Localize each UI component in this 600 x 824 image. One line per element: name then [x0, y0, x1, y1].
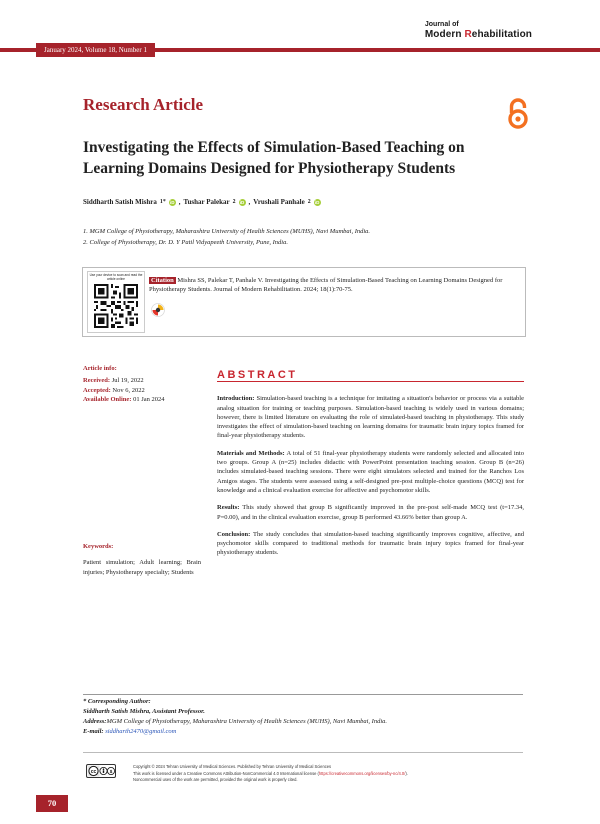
- orcid-icon[interactable]: iD: [239, 199, 245, 205]
- citation-body: Mishra SS, Palekar T, Panhale V. Investigating the Effects of Simulation-Based Teaching on Learning Domains Designed for Physiotherapy Students. Journal of Modern Rehabilitation. 2024; 18(1):70-75.: [149, 277, 503, 293]
- corresponding-address: Address:MGM College of Physiotherapy, Maharashtra University of Health Sciences (MUHS), Navi Mumbai, India.: [83, 718, 388, 725]
- divider: [83, 694, 523, 695]
- corresponding-heading: * Corresponding Author:: [83, 698, 151, 705]
- author-name: Siddharth Satish Mishra: [83, 198, 157, 206]
- online-row: Available Online: 01 Jan 2024: [83, 396, 165, 403]
- corresponding-email: E-mail: siddharth2470@gmail.com: [83, 728, 177, 735]
- orcid-icon[interactable]: iD: [170, 199, 175, 205]
- accepted-row: Accepted: Nov 6, 2022: [83, 386, 145, 394]
- license-line-2: This work is licensed under a Creative Commons Attribution-NonCommercial 4.0 International license (https://creativecommons.org/licenses/by-nc/4.0/).: [133, 770, 408, 776]
- received-row: Received: Jul 19, 2022: [83, 377, 144, 384]
- svg-text:$: $: [109, 768, 113, 774]
- citation-text: [149, 276, 519, 294]
- open-access-icon: [507, 98, 529, 130]
- abstract-heading: ABSTRACT: [217, 369, 298, 381]
- abstract-results: Results: This study showed that group B significantly improved in the pre-post self-made MCQ test (t=17.34, P=0.00), and in the clinical evaluation exercise, group B performed 43.66% better than group A.: [217, 504, 525, 521]
- crossmark-icon[interactable]: [151, 303, 165, 317]
- license-line-1: Copyright © 2024 Tehran University of Medical Sciences. Published by Tehran University of Medical Sciences: [133, 764, 332, 769]
- affiliations: [83, 226, 370, 248]
- corresponding-author: [83, 697, 523, 737]
- license-text: [133, 764, 533, 784]
- qr-panel[interactable]: [87, 271, 145, 333]
- abstract-conclusion: Conclusion: The study concludes that simulation-based teaching significantly improves cognitive, affective, and psychomotor skills compared to traditional methods for traumatic brain injury topics framed for final-year physiotherapy students.: [217, 530, 524, 557]
- keywords-heading: Keywords:: [83, 543, 114, 550]
- article-info-heading: Article info:: [83, 365, 117, 372]
- email-link[interactable]: siddharth2470@gmail.com: [105, 728, 177, 735]
- citation-box: [82, 267, 526, 337]
- keywords-text: Patient simulation; Adult learning; Brain injuries; Physiotherapy specialty; Students: [83, 559, 201, 576]
- author-sup: 2: [232, 199, 236, 205]
- author-sup: 2: [307, 199, 311, 205]
- abstract-rule: [217, 381, 524, 382]
- license-link[interactable]: https://creativecommons.org/licenses/by-nc/4.0/: [318, 770, 406, 776]
- abstract-introduction: Introduction: Simulation-based teaching is a technique for imitating a situation's behavior or process via a suitable analog situation for training or teaching purposes. Simulation-based teaching is widely used in various domains; however, there is limited literature on evaluating the role of simulated-based teaching in physiotherapy. This study investigates the effect of simulation-based teaching on learning domains for traumatic brain injury topics framed for final-year physiotherapy students.: [217, 395, 525, 440]
- corresponding-name: Siddharth Satish Mishra, Assistant Professor.: [83, 708, 205, 715]
- cc-license-icon[interactable]: [86, 764, 116, 778]
- header-band: [0, 43, 600, 57]
- abstract-methods: Materials and Methods: A total of 51 final-year physiotherapy students were randomly selected and allocated into two groups. Group A (n=25) includes didactic with PowerPoint presentation teaching session. Group B (n=26) includes simulated-based teaching sessions. There were eight simulators selected and trained for the Ranchos Los Amigos stages. The students were assessed using a self-designed pre-post multiple-choice questions (MCQ) test for knowledge and a clinical evaluation exercise for affective and psychomotor skills.: [217, 449, 524, 494]
- author-name: Tushar Palekar: [183, 198, 230, 206]
- journal-top: Journal of: [424, 21, 459, 28]
- author-sup: 1*: [159, 199, 166, 205]
- license-line-3: Noncommercial uses of the work are permitted, provided the original work is properly cited.: [133, 777, 298, 782]
- author-name: Vrushali Panhale: [253, 198, 305, 206]
- qr-caption: Use your device to scan and read the article online: [89, 273, 143, 281]
- author-list: Siddharth Satish Mishra 1* iD , Tushar Palekar 2 iD , Vrushali Panhale 2 iD: [83, 198, 320, 206]
- qr-code-icon[interactable]: [94, 284, 138, 328]
- abstract: [217, 371, 524, 566]
- journal-logo: [425, 21, 532, 40]
- article-type: Research Article: [83, 95, 204, 114]
- journal-name: Modern Rehabilitation: [424, 29, 532, 40]
- issue-label: January 2024, Volume 18, Number 1: [36, 43, 155, 57]
- orcid-icon[interactable]: iD: [314, 199, 320, 205]
- page-number: 70: [36, 795, 68, 812]
- citation-label: Citation: [151, 277, 174, 284]
- divider: [83, 752, 523, 753]
- article-info: [83, 365, 201, 405]
- affiliation: 2. College of Physiotherapy, Dr. D. Y Patil Vidyapeeth University, Pune, India.: [83, 239, 288, 246]
- svg-text:cc: cc: [90, 769, 97, 775]
- article-title: Investigating the Effects of Simulation-Based Teaching on Learning Domains Designed for Physiotherapy Students: [83, 139, 465, 177]
- keywords: [83, 543, 201, 578]
- affiliation: 1. MGM College of Physiotherapy, Maharashtra University of Health Sciences (MUHS), Navi Mumbai, India.: [83, 228, 371, 235]
